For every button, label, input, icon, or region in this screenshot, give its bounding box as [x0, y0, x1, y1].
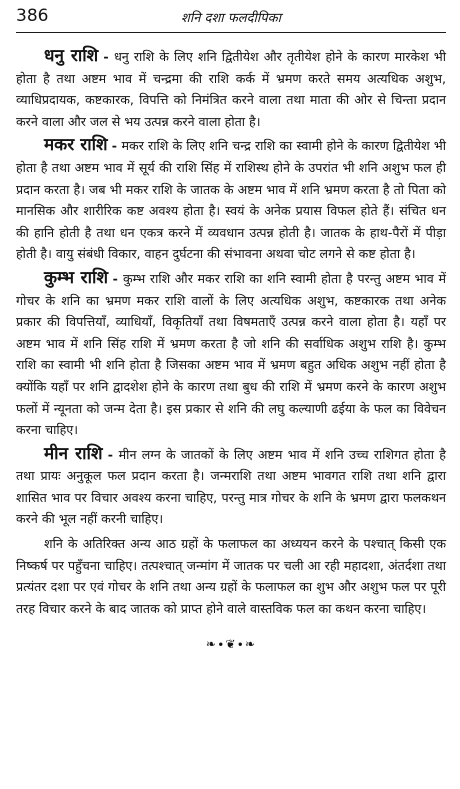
section-heading: धनु राशि	[44, 46, 99, 66]
page-header	[16, 0, 446, 34]
page-body	[16, 34, 446, 651]
ornament-divider-icon: ❧∙❦∙❧	[205, 637, 257, 652]
section-text: मीन लग्न के जातकों के लिए अष्टम भाव में शनि उच्च राशिगत होता है तथा प्रायः अनुकूल फल प्रदान करता है। जन्मराशि तथा अष्टम भावगत राशि तथा शनि द्वारा शासित भाव पर विचार अवश्य करना चाहिए, परन्तु मात्र गोचर के शनि के भ्रमण द्वारा फलकथन करने की भूल नहीं करनी चाहिए।	[16, 446, 446, 527]
page-number: 386	[16, 6, 49, 26]
section-heading: मकर राशि	[44, 135, 108, 156]
section-heading: मीन राशि	[44, 443, 103, 464]
section-dhanu	[16, 46, 446, 132]
section-makar	[16, 135, 446, 265]
running-title: शनि दशा फलदीपिका	[180, 11, 281, 26]
section-text: मकर राशि के लिए शनि चन्द्र राशि का स्वामी होने के कारण द्वितीयेश भी होता है तथा अष्टम भाव में सूर्य की राशि सिंह में राशिस्थ होने के उपरांत भी शनि अशुभ फल ही प्रदान करता है। जब भी मकर राशि के जातक के अष्टम भाव में शनि भ्रमण करता है तो पिता को मानसिक और शारीरिक कष्ट अवश्य होता है। स्वयं के अनेक प्रयास विफल होते हैं। संचित धन की हानि होती है तथा धन एकत्र करने में व्यवधान उत्पन्न होती है। जातक के हाथ-पैरों में पीड़ा होती है। वायु संबंधी विकार, वाहन दुर्घटना की संभावना अथवा चोट लगने से कष्ट होता है।	[16, 138, 446, 262]
section-text: धनु राशि के लिए शनि द्वितीयेश और तृतीयेश होने के कारण मारकेश भी होता है तथा अष्टम भाव में चन्द्रमा की राशि कर्क में भ्रमण करते समय अत्यधिक अशुभ, व्याधिप्रदायक, कष्टकारक, विपत्ति को निमंत्रित करने वाला तथा माता की ओर से चिन्ता प्रदान करने वाला और जल से भय उत्पन्न करने वाला होता है।	[16, 49, 446, 129]
heading-dash: -	[103, 49, 115, 64]
section-kumbh	[16, 268, 446, 441]
section-heading: कुम्भ राशि	[44, 267, 108, 288]
section-text: कुम्भ राशि और मकर राशि का शनि स्वामी होता है परन्तु अष्टम भाव में गोचर के शनि का भ्रमण मकर राशि वालों के लिए अत्यधिक अशुभ, कष्टकारक तथा अनेक प्रकार की विपत्तियाँ, व्याधियाँ, विकृतियाँ तथा विषमताएँ उत्पन्न करने वाला होता है। यहाँ पर अष्टम भाव में शनि सिंह राशि में भ्रमण करता है जो शनि की सर्वाधिक अशुभ राशि है। कुम्भ राशि का स्वामी भी शनि होता है जिसका अष्टम भाव में भ्रमण बहुत अधिक अशुभ नहीं होता है क्योंकि यहाँ पर शनि द्वादशेश होने के कारण तथा बुध की राशि में भ्रमण करने के कारण अशुभ फलों में न्यूनता को जन्म देता है। इस प्रकार से शनि की लघु कल्याणी ढईया के फल का विवेचन करना चाहिए।	[16, 270, 446, 438]
header-rule	[16, 32, 446, 33]
heading-dash: -	[107, 446, 119, 462]
section-meen	[16, 444, 446, 530]
closing-paragraph: शनि के अतिरिक्त अन्य आठ ग्रहों के फलाफल का अध्ययन करने के पश्चात् किसी एक निष्कर्ष पर पहुँचना चाहिए। तत्पश्चात् जन्मांग में जातक पर चली आ रही महादशा, अंतर्दशा तथा प्रत्यंतर दशा पर एवं गोचर के शनि तथा अन्य ग्रहों के फलाफल का शुभ और अशुभ फल पर पूरी तरह विचार करने के बाद जातक को प्राप्त होने वाले वास्तविक फल का कथन करना चाहिए।	[16, 536, 446, 616]
heading-dash: -	[112, 270, 123, 286]
heading-dash: -	[111, 138, 122, 154]
